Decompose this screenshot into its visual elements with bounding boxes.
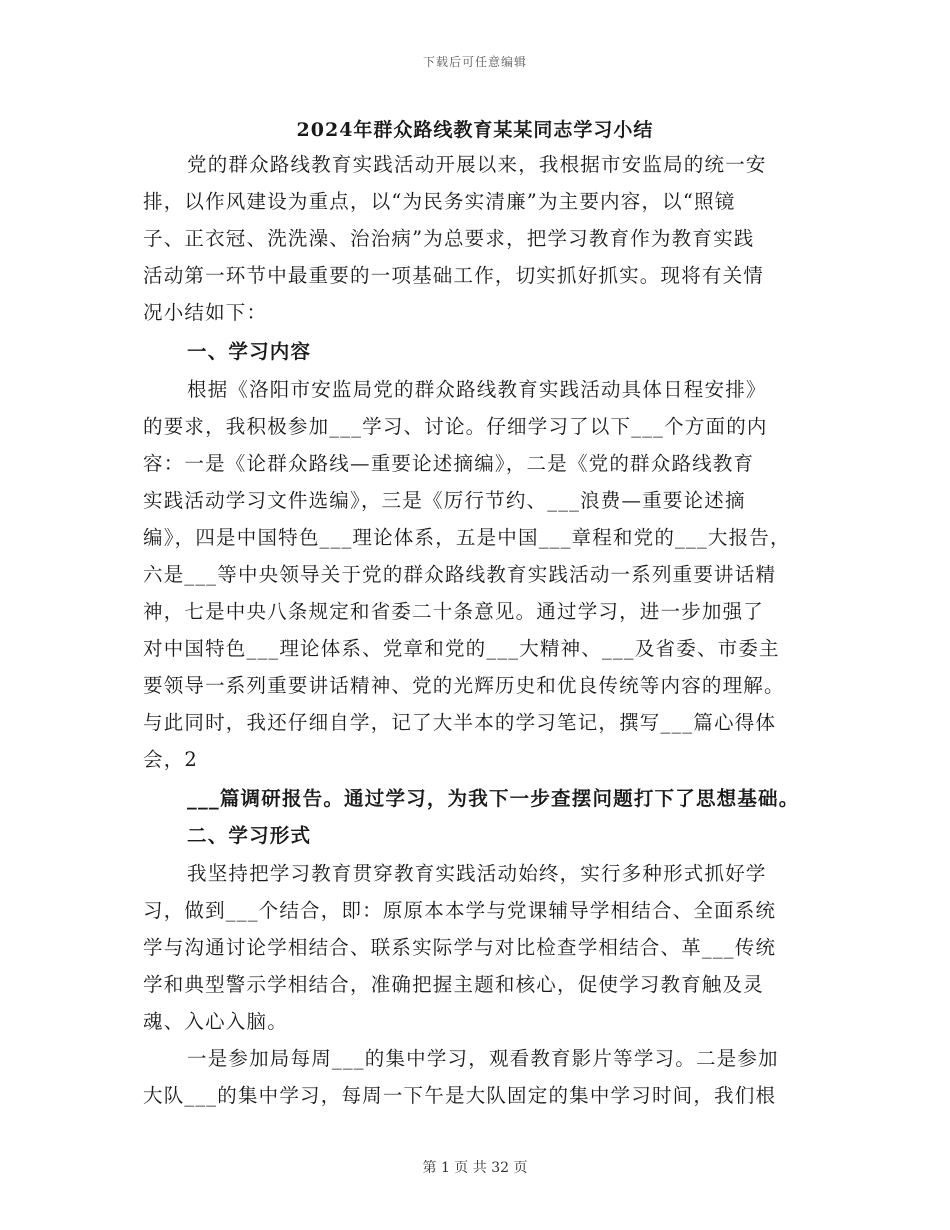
paragraph-line: 况小结如下： — [143, 301, 268, 324]
paragraph-line: 魂、入心入脑。 — [143, 1010, 288, 1033]
paragraph-line: 对中国特色___理论体系、党章和党的___大精神、___及省委、市委主 — [143, 637, 780, 660]
paragraph-line: 排，以作风建设为重点，以“为民务实清廉”为主要内容，以“照镜 — [143, 190, 736, 213]
document-title: 2024年群众路线教育某某同志学习小结 — [296, 119, 654, 141]
paragraph-line: 我坚持把学习教育贯穿教育实践活动始终，实行多种形式抓好学 — [187, 862, 767, 885]
paragraph-line: 根据《洛阳市安监局党的群众路线教育实践活动具体日程安排》 — [187, 378, 767, 401]
paragraph-line: 编》，四是中国特色___理论体系，五是中国___章程和党的___大报告， — [143, 526, 791, 549]
section-heading: 一、学习内容 — [187, 340, 312, 363]
paragraph-line: 子、正衣冠、洗洗澡、治治病”为总要求，把学习教育作为教育实践 — [143, 227, 755, 250]
paragraph-line: 与此同时，我还仔细自学，记了大半本的学习笔记，撰写___篇心得体 — [143, 711, 777, 734]
page-number: 第 1 页 共 32 页 — [422, 1160, 528, 1176]
paragraph-line: 六是___等中央领导关于党的群众路线教育实践活动一系列重要讲话精 — [143, 563, 777, 586]
paragraph-line: 学和典型警示学相结合，准确把握主题和核心，促使学习教育触及灵 — [143, 973, 765, 996]
paragraph-line: 党的群众路线教育实践活动开展以来，我根据市安监局的统一安 — [187, 153, 767, 176]
page-header-note: 下载后可任意编辑 — [422, 55, 527, 69]
paragraph-line: 习，做到___个结合，即：原原本本学与党课辅导学相结合、全面系统 — [143, 899, 777, 922]
paragraph-line: 一是参加局每周___的集中学习，观看教育影片等学习。二是参加 — [187, 1047, 779, 1070]
bold-paragraph-line: ___篇调研报告。通过学习，为我下一步查摆问题打下了思想基础。 — [187, 787, 800, 810]
paragraph-line: 神，七是中央八条规定和省委二十条意见。通过学习，进一步加强了 — [143, 600, 765, 623]
section-heading: 二、学习形式 — [187, 824, 312, 847]
paragraph-line: 要领导一系列重要讲话精神、党的光辉历史和优良传统等内容的理解。 — [143, 674, 785, 697]
paragraph-line: 的要求，我积极参加___学习、讨论。仔细学习了以下___个方面的内 — [143, 415, 768, 438]
paragraph-line: 活动第一环节中最重要的一项基础工作，切实抓好抓实。现将有关情 — [143, 264, 765, 287]
paragraph-line: 实践活动学习文件选编》，三是《厉行节约、___浪费—重要论述摘 — [143, 489, 746, 512]
paragraph-line: 会，2 — [143, 748, 199, 771]
paragraph-line: 容：一是《论群众路线—重要论述摘编》，二是《党的群众路线教育 — [143, 452, 755, 475]
paragraph-line: 大队___的集中学习，每周一下午是大队固定的集中学习时间，我们根 — [143, 1084, 777, 1107]
paragraph-line: 学与沟通讨论学相结合、联系实际学与对比检查学相结合、革___传统 — [143, 936, 777, 959]
